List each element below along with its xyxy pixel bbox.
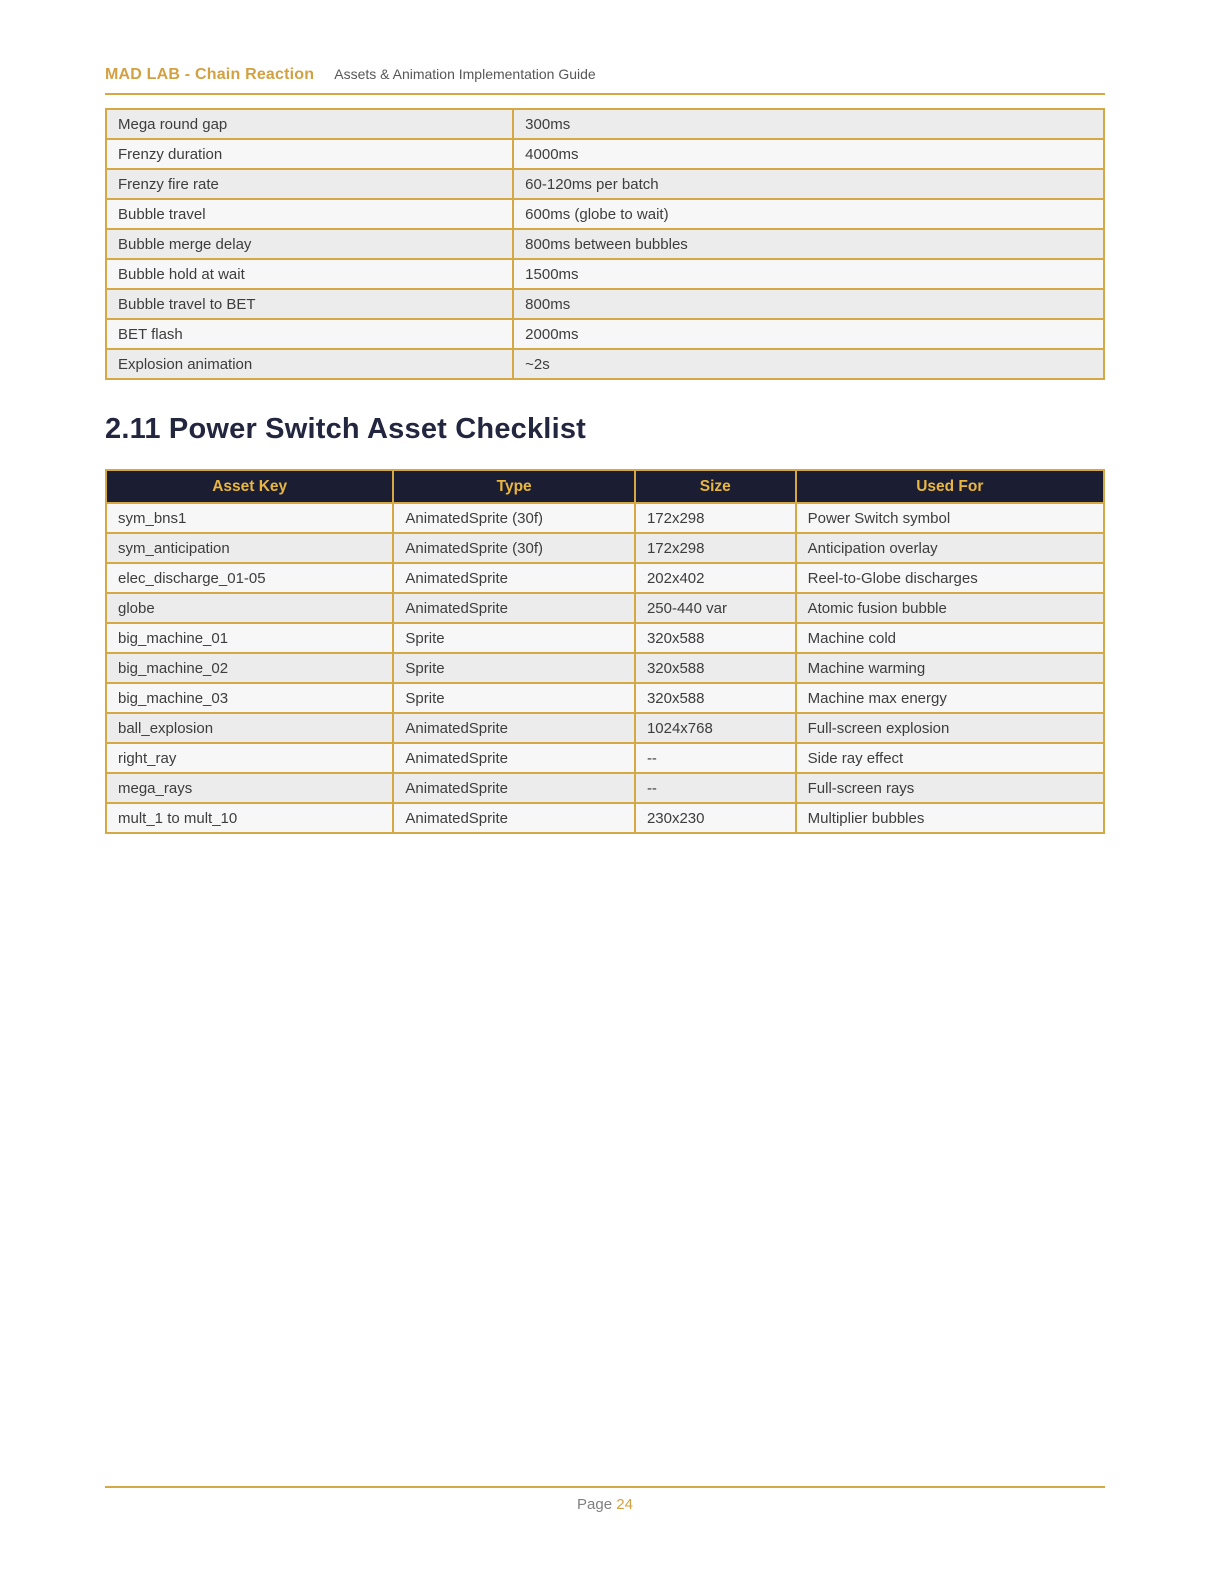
table-header-row (106, 470, 1104, 503)
table-cell: 172x298 (635, 503, 796, 533)
table-row (106, 563, 1104, 593)
table-cell: Machine warming (796, 653, 1104, 683)
table-cell: AnimatedSprite (30f) (393, 503, 635, 533)
timing-value-cell: 60-120ms per batch (513, 169, 1104, 199)
table-cell: big_machine_02 (106, 653, 393, 683)
timing-value-cell: 2000ms (513, 319, 1104, 349)
table-row (106, 109, 1104, 139)
table-row (106, 803, 1104, 833)
doc-subtitle: Assets & Animation Implementation Guide (334, 66, 596, 82)
column-header-used-for: Used For (796, 470, 1104, 503)
table-cell: AnimatedSprite (393, 563, 635, 593)
table-cell: Atomic fusion bubble (796, 593, 1104, 623)
table-row (106, 773, 1104, 803)
timing-label-cell: Bubble merge delay (106, 229, 513, 259)
table-cell: AnimatedSprite (393, 743, 635, 773)
table-cell: Full-screen rays (796, 773, 1104, 803)
timing-value-cell: 1500ms (513, 259, 1104, 289)
timing-label-cell: Bubble travel (106, 199, 513, 229)
table-row (106, 503, 1104, 533)
table-cell: 320x588 (635, 653, 796, 683)
table-cell: Sprite (393, 653, 635, 683)
table-cell: AnimatedSprite (393, 713, 635, 743)
page-number: 24 (616, 1496, 633, 1513)
table-cell: big_machine_03 (106, 683, 393, 713)
table-cell: 250-440 var (635, 593, 796, 623)
table-cell: mult_1 to mult_10 (106, 803, 393, 833)
column-header-size: Size (635, 470, 796, 503)
asset-checklist-table (105, 469, 1105, 834)
section-heading: 2.11 Power Switch Asset Checklist (105, 413, 587, 445)
table-cell: Sprite (393, 683, 635, 713)
page-footer (105, 1486, 1105, 1513)
timing-value-cell: 600ms (globe to wait) (513, 199, 1104, 229)
timing-label-cell: Bubble hold at wait (106, 259, 513, 289)
table-row (106, 169, 1104, 199)
table-cell: 1024x768 (635, 713, 796, 743)
timing-label-cell: Explosion animation (106, 349, 513, 379)
table-cell: sym_anticipation (106, 533, 393, 563)
table-row (106, 653, 1104, 683)
table-cell: Machine max energy (796, 683, 1104, 713)
timing-value-cell: 4000ms (513, 139, 1104, 169)
table-cell: sym_bns1 (106, 503, 393, 533)
table-cell: Reel-to-Globe discharges (796, 563, 1104, 593)
table-row (106, 533, 1104, 563)
timing-label-cell: Bubble travel to BET (106, 289, 513, 319)
timing-label-cell: BET flash (106, 319, 513, 349)
table-cell: AnimatedSprite (393, 773, 635, 803)
table-cell: 230x230 (635, 803, 796, 833)
table-cell: globe (106, 593, 393, 623)
brand-title: MAD LAB - Chain Reaction (105, 66, 315, 83)
table-row (106, 713, 1104, 743)
table-row (106, 199, 1104, 229)
table-row (106, 623, 1104, 653)
table-row (106, 319, 1104, 349)
table-cell: 202x402 (635, 563, 796, 593)
page-label: Page (577, 1496, 613, 1513)
table-row (106, 349, 1104, 379)
table-cell: 172x298 (635, 533, 796, 563)
timing-value-cell: 300ms (513, 109, 1104, 139)
table-cell: mega_rays (106, 773, 393, 803)
table-row (106, 743, 1104, 773)
table-row (106, 289, 1104, 319)
table-cell: Anticipation overlay (796, 533, 1104, 563)
table-cell: AnimatedSprite (393, 803, 635, 833)
table-cell: Power Switch symbol (796, 503, 1104, 533)
table-cell: big_machine_01 (106, 623, 393, 653)
table-cell: Side ray effect (796, 743, 1104, 773)
table-cell: 320x588 (635, 623, 796, 653)
table-cell: ball_explosion (106, 713, 393, 743)
timing-table (105, 108, 1105, 380)
table-cell: AnimatedSprite (393, 593, 635, 623)
doc-header (105, 66, 1105, 95)
timing-value-cell: 800ms (513, 289, 1104, 319)
timing-label-cell: Frenzy fire rate (106, 169, 513, 199)
table-cell: right_ray (106, 743, 393, 773)
table-row (106, 683, 1104, 713)
timing-label-cell: Frenzy duration (106, 139, 513, 169)
table-row (106, 259, 1104, 289)
table-cell: Multiplier bubbles (796, 803, 1104, 833)
table-cell: AnimatedSprite (30f) (393, 533, 635, 563)
column-header-type: Type (393, 470, 635, 503)
timing-value-cell: ~2s (513, 349, 1104, 379)
timing-label-cell: Mega round gap (106, 109, 513, 139)
table-row (106, 229, 1104, 259)
table-row (106, 593, 1104, 623)
table-cell: elec_discharge_01-05 (106, 563, 393, 593)
table-row (106, 139, 1104, 169)
table-cell: 320x588 (635, 683, 796, 713)
table-cell: -- (635, 773, 796, 803)
table-cell: Machine cold (796, 623, 1104, 653)
column-header-asset-key: Asset Key (106, 470, 393, 503)
timing-value-cell: 800ms between bubbles (513, 229, 1104, 259)
table-cell: -- (635, 743, 796, 773)
table-cell: Full-screen explosion (796, 713, 1104, 743)
table-cell: Sprite (393, 623, 635, 653)
